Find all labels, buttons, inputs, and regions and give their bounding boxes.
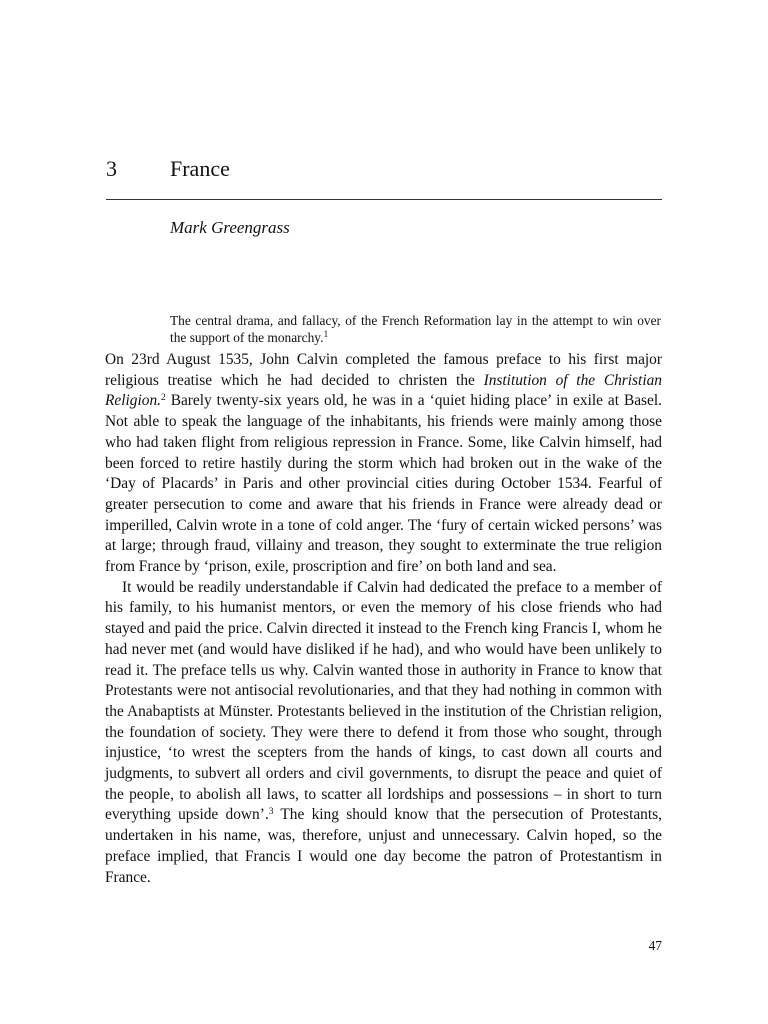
footnote-marker-3: 3: [268, 807, 274, 818]
chapter-heading: [106, 154, 662, 188]
epigraph-text: The central drama, and fallacy, of the French Reformation lay in the attempt to win over the support of the monarchy.: [170, 313, 661, 345]
paragraph-2: [105, 578, 662, 889]
page-number: 47: [648, 938, 662, 953]
paragraph-2-text-b: The king should know that the persecution of Protestants, undertaken in his name, was, therefore, unjust and unnecessary. Calvin hoped, so the preface implied, that Francis I would one day become the patron of Protestantism in France.: [105, 806, 662, 886]
footnote-marker-1: 1: [323, 330, 329, 340]
paragraph-1-text-a: On 23rd August 1535, John Calvin completed the famous preface to his first major religious treatise which he had decided to christen the: [105, 351, 662, 389]
paragraph-1: [105, 350, 662, 578]
chapter-number: 3: [106, 156, 117, 181]
heading-rule: [106, 199, 662, 200]
chapter-author: Mark Greengrass: [170, 218, 290, 237]
footnote-marker-2: 2: [161, 393, 166, 404]
work-title: Institution of the Christian Religion.: [105, 371, 662, 410]
paragraph-1-text-b: Barely twenty-six years old, he was in a ‘quiet hiding place’ in exile at Basel. Not able to speak the language of the inhabitants, his friends were mainly among those who had taken flight from religious repression in France. Some, like Calvin himself, had been forced to retire hastily during the storm which had broken out in the wake of the ‘Day of Placards’ in Paris and other provincial cities during October 1534. Fearful of greater persecution to come and aware that his friends in France were already dead or imperilled, Calvin wrote in a tone of cold anger. The ‘fury of certain wicked persons’ was at large; through fraud, villainy and treason, they sought to exterminate the true religion from France by ‘prison, exile, proscription and fire’ on both land and sea.: [105, 392, 662, 576]
body-text: [105, 350, 662, 888]
epigraph: [170, 312, 661, 346]
chapter-title: France: [170, 156, 230, 181]
paragraph-2-text-a: It would be readily understandable if Calvin had dedicated the preface to a member of his family, to his humanist mentors, or even the memory of his close friends who had stayed and paid the price. Calvin directed it instead to the French king Francis I, whom he had never met (and would have disliked if he had), and who would have been unlikely to read it. The preface tells us why. Calvin wanted those in authority in France to know that Protestants were not antisocial revolutionaries, and that they had nothing in common with the Anabaptists at Münster. Protestants believed in the institution of the Christian religion, the foundation of society. They were there to defend it from those who sought, through injustice, ‘to wrest the scepters from the hands of kings, to cast down all courts and judgments, to subvert all orders and civil governments, to disrupt the peace and quiet of the people, to abolish all laws, to scatter all lordships and possessions – in short to turn everything upside down’.: [105, 578, 662, 824]
